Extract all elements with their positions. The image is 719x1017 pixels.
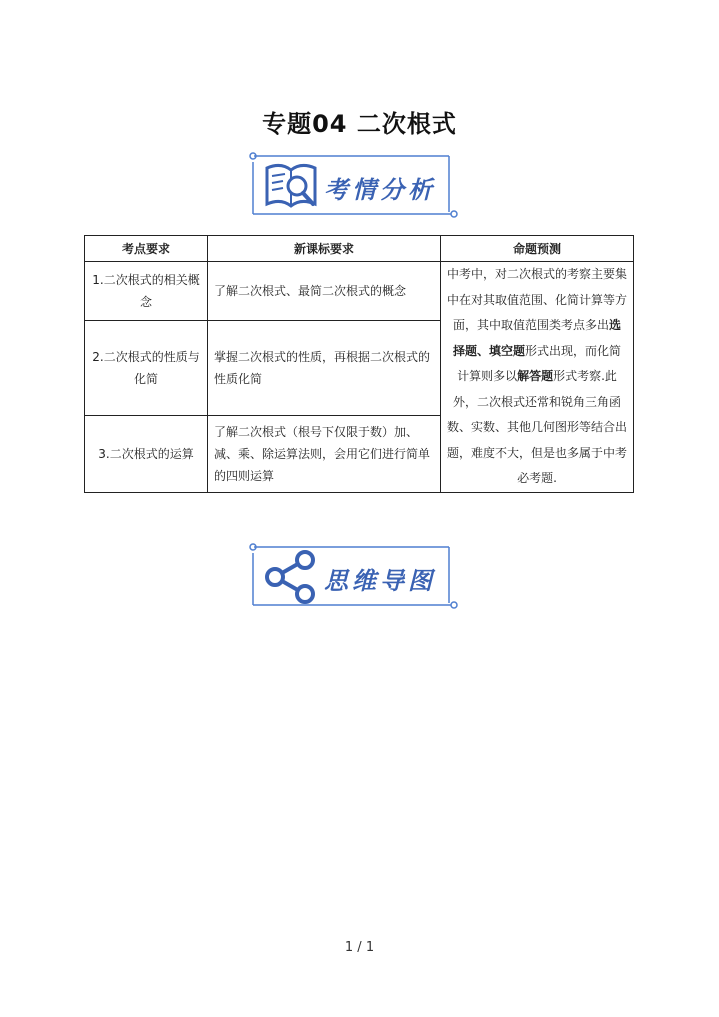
- row-point: 2.二次根式的性质与化简: [85, 321, 208, 416]
- row-point: 3.二次根式的运算: [85, 415, 208, 492]
- bold-fill: 填空题: [489, 343, 526, 358]
- header-prediction: 命题预测: [441, 236, 634, 262]
- row-requirement: 了解二次根式、最简二次根式的概念: [208, 262, 441, 321]
- header-point: 考点要求: [85, 236, 208, 262]
- bold-answer: 解答题: [517, 369, 554, 383]
- row-requirement: 掌握二次根式的性质，再根据二次根式的性质化简: [208, 321, 441, 416]
- bold-choice: 选择题: [452, 318, 622, 358]
- row-requirement: 了解二次根式（根号下仅限于数）加、减、乘、除运算法则，会用它们进行简单的四则运算: [208, 415, 441, 492]
- page-title: 专题04 二次根式: [262, 110, 457, 138]
- mindmap-banner: [249, 543, 458, 613]
- analysis-banner: [249, 152, 458, 222]
- book-magnifier-icon: [261, 158, 321, 214]
- analysis-banner-label: 考情分析: [324, 176, 436, 204]
- row-point: 1.二次根式的相关概念: [85, 262, 208, 321]
- table-header-row: [85, 236, 634, 262]
- mindmap-banner-label: 思维导图: [324, 567, 436, 595]
- page-number: 1 / 1: [344, 940, 375, 955]
- header-requirement: 新课标要求: [208, 236, 441, 262]
- table-row: [85, 262, 634, 321]
- analysis-table: [84, 235, 634, 493]
- share-icon: [261, 549, 321, 605]
- prediction-cell: 中考中，对二次根式的考察主要集中在对其取值范围、化简计算等方面，其中取值范围类考点多出选择题、填空题形式出现，而化简计算则多以解答题形式考察.此外，二次根式还常和锐角三角函数、实数、其他几何图形等结合出题，难度不大，但是也多属于中考必考题.: [441, 262, 634, 493]
